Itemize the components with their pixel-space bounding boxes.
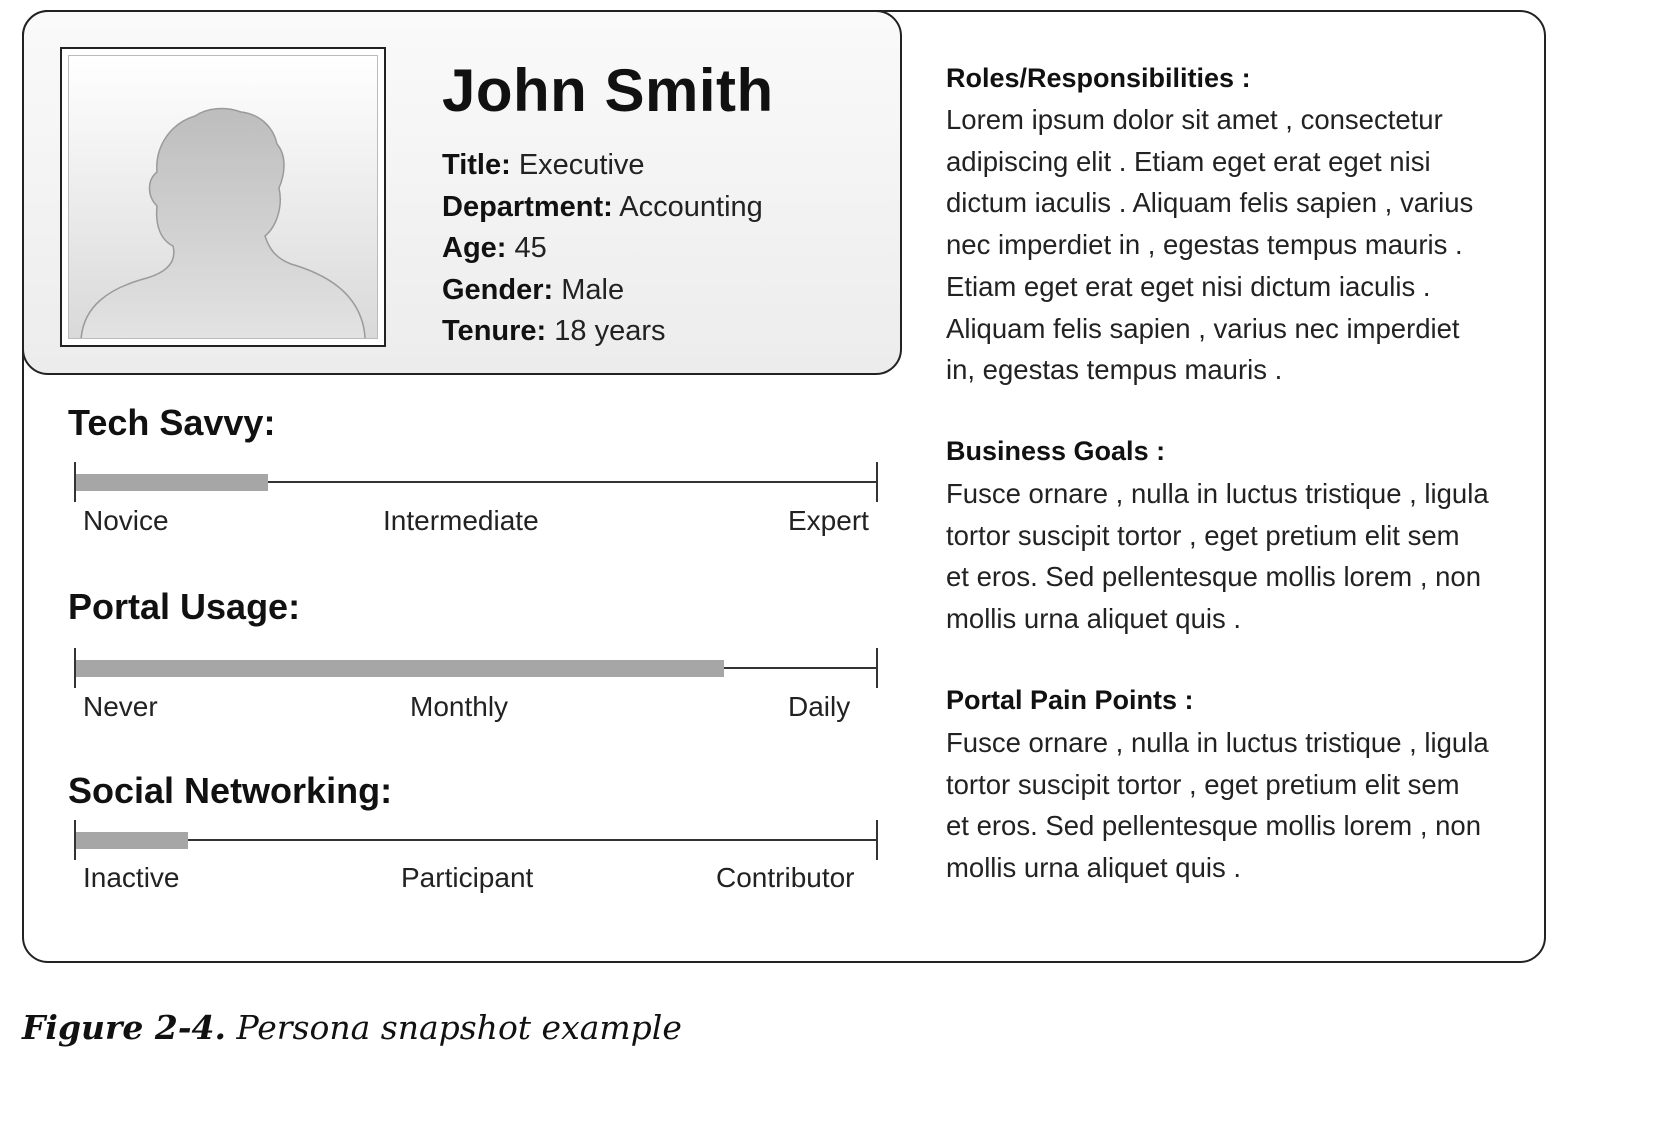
fact-gender-key: Gender: bbox=[442, 273, 554, 306]
fact-department bbox=[442, 187, 763, 229]
fact-gender bbox=[442, 270, 763, 312]
fact-age bbox=[442, 228, 763, 270]
section-line: Fusce ornare , nulla in luctus tristique , ligula bbox=[946, 727, 1489, 758]
scale-label-participant: Participant bbox=[401, 862, 534, 893]
section-line: nec imperdiet in , egestas tempus mauris . bbox=[946, 229, 1463, 261]
scale-line bbox=[74, 839, 878, 841]
section-heading-roles: Roles/Responsibilities : bbox=[946, 63, 1251, 93]
scale-title-tech-savvy: Tech Savvy: bbox=[68, 402, 276, 443]
section-body-pain-points bbox=[946, 722, 1526, 889]
scale-fill bbox=[76, 474, 268, 491]
scale-tech-savvy bbox=[74, 462, 878, 502]
scale-label-inactive: Inactive bbox=[83, 862, 180, 893]
fact-gender-value: Male bbox=[561, 273, 625, 306]
fact-tenure-value: 18 years bbox=[554, 315, 666, 347]
figure-caption-text: Persona snapshot example bbox=[236, 1008, 682, 1047]
profile-photo bbox=[60, 47, 386, 347]
fact-department-value: Accounting bbox=[619, 190, 763, 223]
section-line: mollis urna aliquet quis . bbox=[946, 852, 1242, 884]
scale-label-intermediate: Intermediate bbox=[383, 505, 539, 536]
section-body-business-goals bbox=[946, 473, 1526, 640]
scale-fill bbox=[76, 832, 188, 849]
fact-age-value: 45 bbox=[514, 232, 547, 264]
fact-tenure bbox=[442, 311, 763, 353]
scale-tick-left bbox=[74, 820, 76, 860]
scale-tick-left bbox=[74, 648, 76, 688]
section-line: et eros. Sed pellentesque mollis lorem , non bbox=[946, 561, 1482, 593]
person-silhouette-icon bbox=[68, 55, 378, 339]
scale-label-monthly: Monthly bbox=[410, 691, 509, 722]
section-heading-business-goals: Business Goals : bbox=[946, 436, 1166, 466]
fact-title bbox=[442, 145, 763, 187]
fact-tenure-key: Tenure: bbox=[442, 315, 547, 347]
section-line: Aliquam felis sapien , varius nec imperdiet bbox=[946, 312, 1460, 344]
scale-tick-right bbox=[876, 820, 878, 860]
scale-title-portal-usage: Portal Usage: bbox=[68, 586, 301, 627]
fact-department-key: Department: bbox=[442, 190, 613, 223]
section-line: adipiscing elit . Etiam eget erat eget nisi bbox=[946, 145, 1431, 177]
figure-caption bbox=[22, 1008, 682, 1047]
section-line: Etiam eget erat eget nisi dictum iaculis . bbox=[946, 270, 1431, 302]
scale-label-novice: Novice bbox=[83, 505, 169, 536]
scale-portal-usage bbox=[74, 648, 878, 688]
section-line: dictum iaculis . Aliquam felis sapien , varius bbox=[946, 187, 1474, 219]
scale-fill bbox=[76, 660, 724, 677]
persona-facts bbox=[442, 145, 763, 353]
fact-age-key: Age: bbox=[442, 232, 507, 264]
scale-title-social-networking: Social Networking: bbox=[68, 770, 393, 811]
section-line: tortor suscipit tortor , eget pretium elit sem bbox=[946, 519, 1460, 551]
section-line: et eros. Sed pellentesque mollis lorem , non bbox=[946, 810, 1482, 842]
scale-tick-left bbox=[74, 462, 76, 502]
persona-name: John Smith bbox=[442, 57, 774, 124]
section-line: Lorem ipsum dolor sit amet , consectetur bbox=[946, 104, 1443, 135]
section-heading-pain-points: Portal Pain Points : bbox=[946, 685, 1194, 715]
fact-title-key: Title: bbox=[442, 149, 511, 181]
section-line: mollis urna aliquet quis . bbox=[946, 603, 1242, 635]
section-line: tortor suscipit tortor , eget pretium elit sem bbox=[946, 768, 1460, 800]
scale-label-contributor: Contributor bbox=[716, 862, 855, 893]
fact-title-value: Executive bbox=[518, 149, 645, 181]
scale-social-networking bbox=[74, 820, 878, 860]
scale-tick-right bbox=[876, 648, 878, 688]
section-line: in, egestas tempus mauris . bbox=[946, 354, 1283, 386]
section-line: Fusce ornare , nulla in luctus tristique , ligula bbox=[946, 478, 1489, 509]
scale-label-daily: Daily bbox=[788, 691, 851, 722]
scale-tick-right bbox=[876, 462, 878, 502]
scale-label-never: Never bbox=[83, 691, 158, 722]
scale-label-expert: Expert bbox=[788, 505, 869, 536]
section-body-roles bbox=[946, 99, 1526, 391]
figure-number: Figure 2-4. bbox=[22, 1008, 227, 1047]
